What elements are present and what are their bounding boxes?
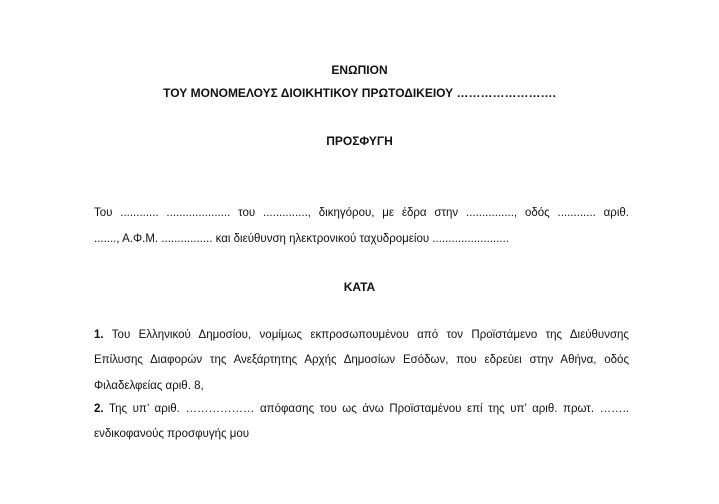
item-1-number: 1. <box>94 329 104 341</box>
against-heading: ΚΑΤΑ <box>343 280 376 294</box>
item-2-line-1 <box>94 403 629 415</box>
item-1-line-3: Φιλαδελφείας αριθ. 8, <box>94 380 204 392</box>
item-1-line-1 <box>94 329 629 341</box>
header-before: ΕΝΩΠΙΟΝ <box>331 63 388 77</box>
item-2-line-2: ενδικοφανούς προσφυγής μου <box>94 428 250 440</box>
item-1-line-2: Επίλυσης Διαφορών της Ανεξάρτητης Αρχής Δημοσίων Εσόδων, που εδρεύει στην Αθήνα, οδός <box>94 354 629 366</box>
item-1-text-1: Του Ελληνικού Δημοσίου, νομίμως εκπροσωπουμένου από τον Προϊστάμενο της Διεύθυνσης <box>111 329 629 341</box>
applicant-line-1: Του ............ .................... του .............., δικηγόρου, με έδρα στην ..............., οδός ............ αριθ. <box>94 207 629 219</box>
document-title: ΠΡΟΣΦΥΓΗ <box>326 134 393 148</box>
item-2-text-1: Της υπ’ αριθ. ……………… απόφασης του ως άνω Προϊσταμένου επί της υπ’ αριθ. πρωτ. …….. <box>108 403 629 415</box>
court-name: ΤΟΥ ΜΟΝΟΜΕΛΟΥΣ ΔΙΟΙΚΗΤΙΚΟΥ ΠΡΩΤΟΔΙΚΕΙΟΥ ……………………. <box>163 86 556 100</box>
item-2-number: 2. <box>94 403 104 415</box>
applicant-line-2: ......., Α.Φ.Μ. ................ και διεύθυνση ηλεκτρονικού ταχυδρομείου ........................ <box>94 233 510 245</box>
